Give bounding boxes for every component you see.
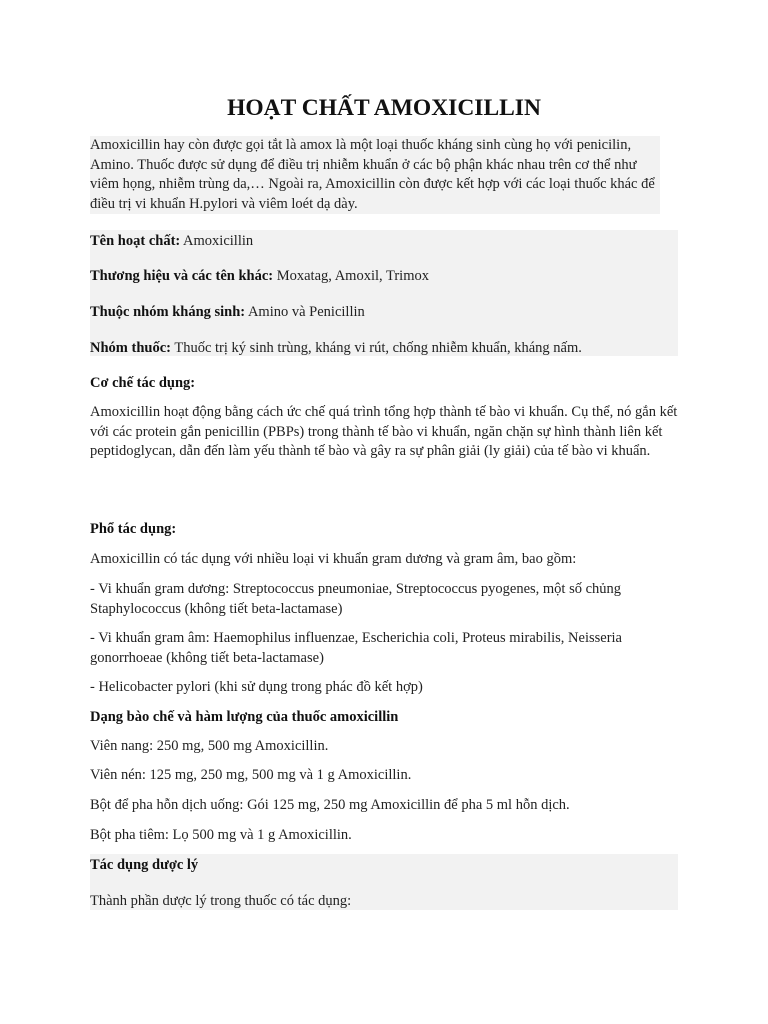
intro-paragraph: Amoxicillin hay còn được gọi tắt là amox là một loại thuốc kháng sinh cùng họ với penicilin, Amino. Thuốc được sử dụng để điều trị nhiễm khuẩn ở các bộ phận khác nhau trên cơ thể như viêm họng, nhiễm trùng da,… Ngoài ra, Amoxicillin còn được kết hợp với các loại thuốc khác để điều trị vi khuẩn H.pylori và viêm loét dạ dày.	[90, 136, 660, 214]
fact-value: Amoxicillin	[180, 233, 254, 249]
pharmacology-heading: Tác dụng dược lý	[90, 857, 199, 873]
fact-value: Moxatag, Amoxil, Trimox	[273, 268, 429, 284]
pharmacology-section	[90, 854, 678, 910]
spectrum-intro: Amoxicillin có tác dụng với nhiều loại vi khuẩn gram dương và gram âm, bao gồm:	[90, 551, 577, 567]
fact-drug-group	[90, 339, 582, 359]
forms-item-tablet: Viên nén: 125 mg, 250 mg, 500 mg và 1 g Amoxicillin.	[90, 767, 412, 783]
forms-item-capsule: Viên nang: 250 mg, 500 mg Amoxicillin.	[90, 738, 329, 754]
mechanism-heading: Cơ chế tác dụng:	[90, 375, 196, 391]
fact-label: Thuộc nhóm kháng sinh:	[90, 304, 246, 320]
fact-label: Tên hoạt chất:	[90, 233, 181, 249]
facts-section	[90, 230, 678, 356]
fact-active-ingredient	[90, 232, 253, 252]
fact-value: Thuốc trị ký sinh trùng, kháng vi rút, chống nhiễm khuẩn, kháng nấm.	[170, 340, 582, 356]
spectrum-heading: Phổ tác dụng:	[90, 521, 177, 537]
spectrum-item-gram-negative: - Vi khuẩn gram âm: Haemophilus influenzae, Escherichia coli, Proteus mirabilis, Neisseria gonorrhoeae (không tiết beta-lactamase)	[90, 630, 622, 666]
spectrum-item-gram-positive: - Vi khuẩn gram dương: Streptococcus pneumoniae, Streptococcus pyogenes, một số chủng Staphylococcus (không tiết beta-lactamase)	[90, 581, 622, 617]
forms-item-injection: Bột pha tiêm: Lọ 500 mg và 1 g Amoxicillin.	[90, 827, 352, 843]
fact-label: Nhóm thuốc:	[90, 340, 171, 356]
page-title: HOẠT CHẤT AMOXICILLIN	[227, 95, 541, 121]
forms-heading: Dạng bào chế và hàm lượng của thuốc amoxicillin	[90, 709, 399, 725]
mechanism-paragraph: Amoxicillin hoạt động bằng cách ức chế quá trình tổng hợp thành tế bào vi khuẩn. Cụ thể, nó gắn kết với các protein gắn penicillin (PBPs) trong thành tế bào vi khuẩn, ngăn chặn sự hình thành liên kết peptidoglycan, dẫn đến làm yếu thành tế bào và gây ra sự phân giải (ly giải) của tế bào vi khuẩn.	[90, 404, 678, 459]
pharmacology-text: Thành phần dược lý trong thuốc có tác dụng:	[90, 893, 352, 909]
fact-brand-names	[90, 267, 429, 287]
fact-value: Amino và Penicillin	[245, 304, 365, 320]
fact-antibiotic-group	[90, 303, 365, 323]
forms-item-oral-suspension: Bột để pha hỗn dịch uống: Gói 125 mg, 250 mg Amoxicillin để pha 5 ml hỗn dịch.	[90, 797, 570, 813]
fact-label: Thương hiệu và các tên khác:	[90, 268, 274, 284]
spectrum-item-h-pylori: - Helicobacter pylori (khi sử dụng trong phác đồ kết hợp)	[90, 679, 423, 695]
